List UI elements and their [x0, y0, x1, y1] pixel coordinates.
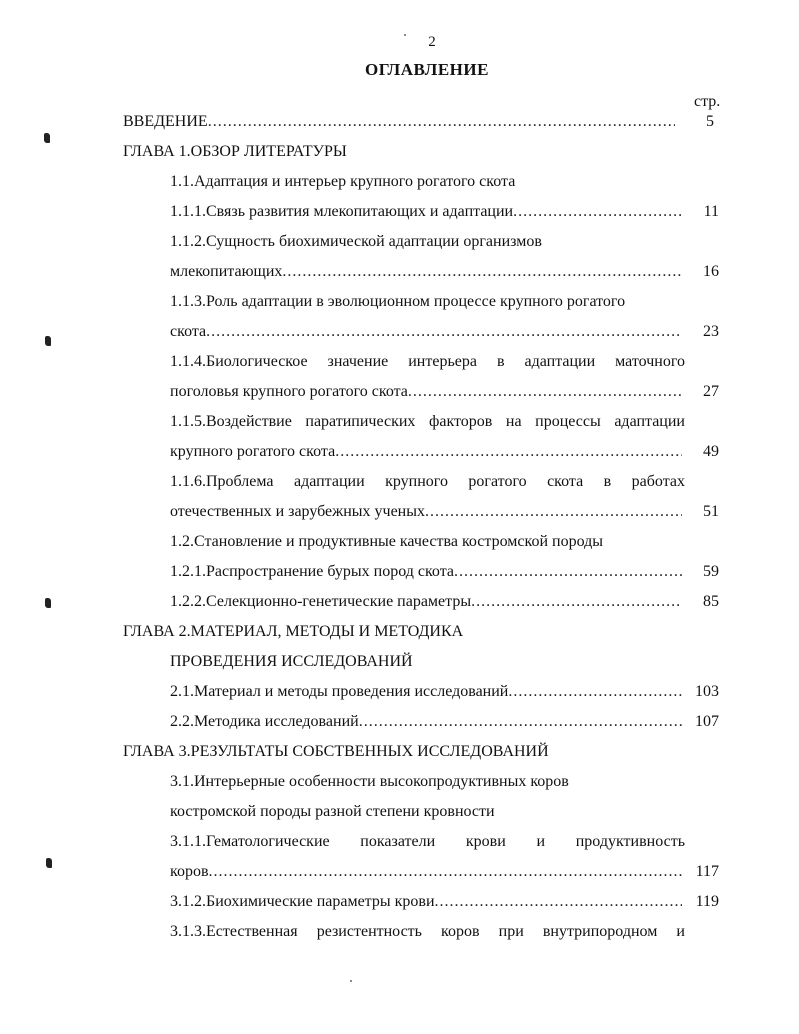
toc-entry-text: 1.1.4.Биологическое значение интерьера в адаптации маточного — [170, 353, 685, 370]
toc-entry-text: коров — [170, 863, 209, 880]
toc-entry-page: 119 — [695, 893, 719, 910]
toc-entry-text: 1.1.Адаптация и интерьер крупного рогатого скота — [170, 173, 516, 190]
toc-entry-page: 103 — [695, 683, 719, 700]
toc-entry-page: 27 — [703, 383, 719, 400]
toc-entry-text: ГЛАВА 1.ОБЗОР ЛИТЕРАТУРЫ — [123, 143, 347, 160]
toc-entry-text: ГЛАВА 3.РЕЗУЛЬТАТЫ СОБСТВЕННЫХ ИССЛЕДОВАНИЙ — [123, 743, 549, 760]
scan-mark — [44, 133, 50, 143]
toc-entry-text: ГЛАВА 2.МАТЕРИАЛ, МЕТОДЫ И МЕТОДИКА — [123, 623, 464, 640]
toc-entry-text: 3.1.2.Биохимические параметры крови — [170, 893, 435, 910]
page-title: ОГЛАВЛЕНИЕ — [365, 60, 489, 79]
toc-entry-text: скота — [170, 323, 207, 340]
toc-entry-text: млекопитающих — [170, 263, 283, 280]
scan-mark — [46, 858, 52, 868]
toc-entry-page: 49 — [703, 443, 719, 460]
toc-entry-text: 1.1.6.Проблема адаптации крупного рогатого скота в работах — [170, 473, 685, 490]
toc-entry-text: 3.1.1.Гематологические показатели крови и продуктивность — [170, 833, 685, 850]
toc-entry-page: 5 — [706, 113, 714, 130]
toc-entry-page: 23 — [703, 323, 719, 340]
toc-entry-text: 2.1.Материал и методы проведения исследований — [170, 683, 509, 700]
toc-entry-text: поголовья крупного рогатого скота — [170, 383, 408, 400]
toc-entry-text: 2.2.Методика исследований — [170, 713, 359, 730]
page-column-label: стр. — [694, 93, 721, 110]
toc-entry-page: 51 — [703, 503, 719, 520]
toc-entry-text: 1.1.1.Связь развития млекопитающих и адаптации — [170, 203, 514, 220]
toc-entry-text: 1.1.5.Воздействие паратипических факторов на процессы адаптации — [170, 413, 685, 430]
toc-entry-text: ПРОВЕДЕНИЯ ИССЛЕДОВАНИЙ — [170, 653, 413, 670]
scan-speck — [350, 980, 352, 982]
scan-speck — [404, 34, 406, 36]
scan-mark — [45, 598, 51, 608]
toc-entry-text: 1.2.1.Распространение бурых пород скота — [170, 563, 455, 580]
toc-entry-page: 11 — [703, 203, 719, 220]
toc-entry-page: 59 — [703, 563, 719, 580]
toc-entry-text: 1.1.2.Сущность биохимической адаптации организмов — [170, 233, 542, 250]
toc-entry-text: 3.1.3.Естественная резистентность коров при внутрипородном и — [170, 923, 685, 940]
toc-entry-text: 1.2.2.Селекционно-генетические параметры — [170, 593, 472, 610]
toc-entry-page: 117 — [695, 863, 719, 880]
toc-entry-page: 107 — [695, 713, 719, 730]
toc-entry-text: отечественных и зарубежных ученых — [170, 503, 425, 520]
toc-entry-text: ВВЕДЕНИЕ — [123, 113, 208, 130]
toc-entry-text: 3.1.Интерьерные особенности высокопродуктивных коров — [170, 773, 569, 790]
toc-entry-page: 85 — [703, 593, 719, 610]
page-number: 2 — [428, 34, 436, 50]
toc-entry-text: крупного рогатого скота — [170, 443, 336, 460]
toc-entry-page: 16 — [703, 263, 719, 280]
toc-entry-text: костромской породы разной степени кровности — [170, 803, 495, 820]
scan-mark — [45, 336, 51, 346]
toc-entry-text: 1.2.Становление и продуктивные качества костромской породы — [170, 533, 604, 550]
toc-entry-text: 1.1.3.Роль адаптации в эволюционном процессе крупного рогатого — [170, 293, 626, 310]
